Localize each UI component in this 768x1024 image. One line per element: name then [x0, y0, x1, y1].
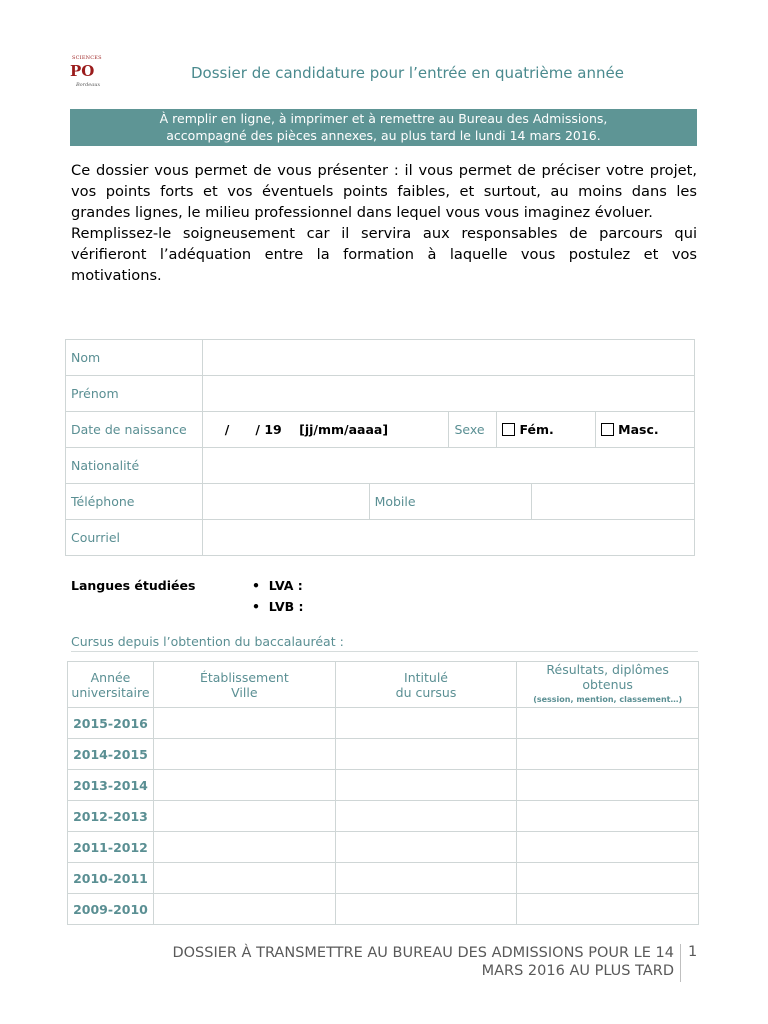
- resultats-cell[interactable]: [517, 708, 699, 739]
- logo-line-3: Bordeaux: [76, 82, 101, 88]
- year-cell: 2015-2016: [68, 708, 154, 739]
- personal-info-table: [65, 339, 695, 556]
- langues-label: Langues étudiées: [71, 578, 196, 593]
- nom-row: [66, 340, 695, 376]
- mobile-field[interactable]: [532, 484, 695, 520]
- table-row: [68, 863, 699, 894]
- resultats-cell[interactable]: [517, 832, 699, 863]
- intitule-cell[interactable]: [335, 739, 517, 770]
- lvb-label: LVB :: [268, 599, 304, 614]
- nationalite-row: [66, 448, 695, 484]
- resultats-header: Résultats, diplômes obtenus (session, mention, classement…): [517, 662, 699, 708]
- nom-field[interactable]: [202, 340, 694, 376]
- etablissement-cell[interactable]: [153, 739, 335, 770]
- prenom-field[interactable]: [202, 376, 694, 412]
- intitule-header: Intitulé du cursus: [335, 662, 517, 708]
- footer-line-2: MARS 2016 AU PLUS TARD: [481, 963, 674, 979]
- annee-header: Année universitaire: [68, 662, 154, 708]
- banner-line-1: À remplir en ligne, à imprimer et à remettre au Bureau des Admissions,: [159, 111, 608, 126]
- cursus-header-row: [68, 662, 699, 708]
- sexe-label: Sexe: [449, 412, 497, 448]
- telephone-field[interactable]: [202, 484, 369, 520]
- masc-label: Masc.: [618, 422, 659, 437]
- intitule-cell[interactable]: [335, 801, 517, 832]
- resultats-cell[interactable]: [517, 894, 699, 925]
- etablissement-cell[interactable]: [153, 708, 335, 739]
- document-title: Dossier de candidature pour l’entrée en quatrième année: [191, 64, 624, 82]
- year-cell: 2012-2013: [68, 801, 154, 832]
- table-row: [68, 708, 699, 739]
- telephone-row: [66, 484, 695, 520]
- year-cell: 2014-2015: [68, 739, 154, 770]
- langues-list: [252, 578, 304, 620]
- year-cell: 2010-2011: [68, 863, 154, 894]
- intitule-cell[interactable]: [335, 708, 517, 739]
- year-cell: 2013-2014: [68, 770, 154, 801]
- resultats-cell[interactable]: [517, 863, 699, 894]
- logo-line-2: PO: [70, 62, 95, 80]
- etablissement-cell[interactable]: [153, 894, 335, 925]
- page-number: 1: [688, 944, 698, 960]
- fem-checkbox[interactable]: [502, 423, 515, 436]
- table-row: [68, 801, 699, 832]
- lvb-item: • LVB :: [252, 599, 304, 614]
- prenom-label: Prénom: [66, 376, 203, 412]
- masc-checkbox[interactable]: [601, 423, 614, 436]
- logo-line-1: SCIENCES: [72, 55, 102, 61]
- nationalite-field[interactable]: [202, 448, 694, 484]
- courriel-row: [66, 520, 695, 556]
- etablissement-cell[interactable]: [153, 863, 335, 894]
- intro-paragraph-1: Ce dossier vous permet de vous présenter : il vous permet de préciser votre projet, vos points forts et vos éventuels points faibles, et surtout, au moins dans les grandes lignes, le milieu professionnel dans lequel vous vous imaginez évoluer.: [71, 162, 697, 221]
- intro-text: [71, 160, 697, 286]
- intitule-cell[interactable]: [335, 832, 517, 863]
- resultats-cell[interactable]: [517, 739, 699, 770]
- resultats-cell[interactable]: [517, 801, 699, 832]
- fem-label: Fém.: [519, 422, 554, 437]
- intitule-cell[interactable]: [335, 863, 517, 894]
- resultats-cell[interactable]: [517, 770, 699, 801]
- etablissement-cell[interactable]: [153, 832, 335, 863]
- mobile-label: Mobile: [369, 484, 532, 520]
- year-cell: 2011-2012: [68, 832, 154, 863]
- footer-line-1: DOSSIER À TRANSMETTRE AU BUREAU DES ADMISSIONS POUR LE 14: [172, 945, 674, 961]
- nom-label: Nom: [66, 340, 203, 376]
- telephone-label: Téléphone: [66, 484, 203, 520]
- cursus-table: [67, 661, 699, 925]
- intitule-cell[interactable]: [335, 770, 517, 801]
- lva-item: • LVA :: [252, 578, 303, 593]
- intitule-cell[interactable]: [335, 894, 517, 925]
- cursus-title: Cursus depuis l’obtention du baccalauréat :: [71, 634, 698, 652]
- birthdate-field[interactable]: / / 19 [jj/mm/aaaa]: [202, 412, 449, 448]
- instructions-banner: [70, 109, 697, 146]
- prenom-row: [66, 376, 695, 412]
- lva-label: LVA :: [268, 578, 303, 593]
- table-row: [68, 894, 699, 925]
- masc-option[interactable]: [596, 412, 695, 448]
- etablissement-header: Établissement Ville: [153, 662, 335, 708]
- birthdate-label: Date de naissance: [66, 412, 203, 448]
- footer-divider: [680, 944, 681, 982]
- table-row: [68, 739, 699, 770]
- page-footer: [80, 944, 674, 980]
- courriel-label: Courriel: [66, 520, 203, 556]
- table-row: [68, 832, 699, 863]
- nationalite-label: Nationalité: [66, 448, 203, 484]
- sciences-po-logo: [70, 55, 108, 91]
- birthdate-row: [66, 412, 695, 448]
- intro-paragraph-2: Remplissez-le soigneusement car il servira aux responsables de parcours qui vérifieront l’adéquation entre la formation à laquelle vous postulez et vos motivations.: [71, 225, 697, 284]
- etablissement-cell[interactable]: [153, 770, 335, 801]
- table-row: [68, 770, 699, 801]
- fem-option[interactable]: [497, 412, 596, 448]
- banner-line-2: accompagné des pièces annexes, au plus tard le lundi 14 mars 2016.: [166, 128, 601, 143]
- courriel-field[interactable]: [202, 520, 694, 556]
- year-cell: 2009-2010: [68, 894, 154, 925]
- etablissement-cell[interactable]: [153, 801, 335, 832]
